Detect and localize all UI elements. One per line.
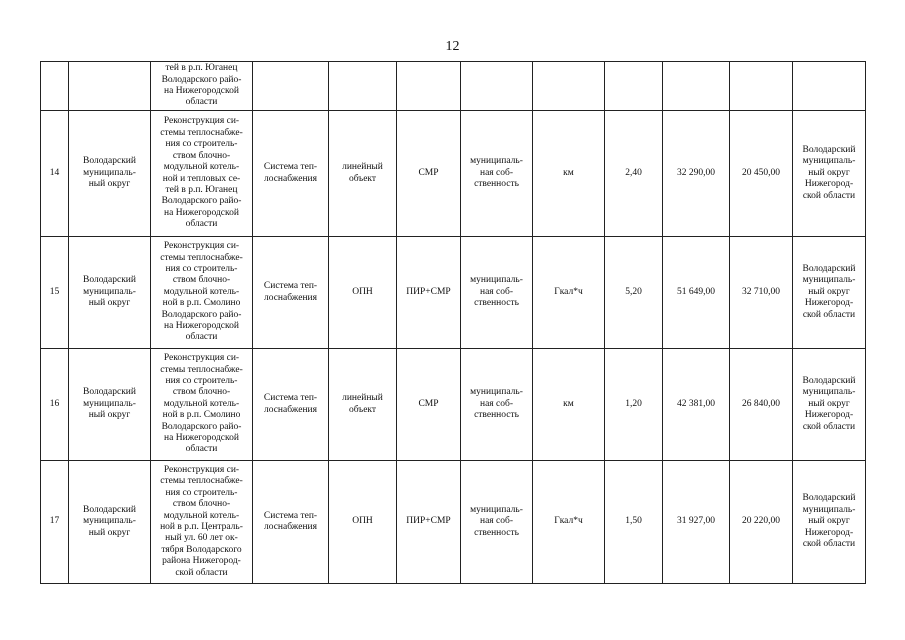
object-type-cell: линейный объект [329, 111, 397, 237]
system-cell: Система теп- лоснабжения [253, 349, 329, 461]
table-row [41, 62, 866, 111]
customer-cell: Володарский муниципаль- ный округ Нижегород- ской области [793, 237, 866, 349]
ownership-cell: муниципаль- ная соб- ственность [461, 111, 533, 237]
row-number-cell: 15 [41, 237, 69, 349]
project-name-cell: тей в р.п. Юганец Володарского райо- на Нижегородской области [151, 62, 253, 111]
row-number-cell: 17 [41, 461, 69, 584]
work-type-cell: ПИР+СМР [397, 461, 461, 584]
work-type-cell: СМР [397, 349, 461, 461]
limit-cell: 20 450,00 [730, 111, 793, 237]
system-cell: Система теп- лоснабжения [253, 461, 329, 584]
ownership-cell: муниципаль- ная соб- ственность [461, 349, 533, 461]
object-type-cell: ОПН [329, 461, 397, 584]
row-number-cell: 14 [41, 111, 69, 237]
object-type-cell: линейный объект [329, 349, 397, 461]
project-name-cell: Реконструкция си- стемы теплоснабже- ния со строитель- ством блочно- модульной котель- ной в р.п. Смолино Володарского райо- на Нижегородской области [151, 237, 253, 349]
municipality-cell: Володарский муниципаль- ный округ [69, 349, 151, 461]
row-number-cell [41, 62, 69, 111]
ownership-cell: муниципаль- ная соб- ственность [461, 461, 533, 584]
system-cell: Система теп- лоснабжения [253, 111, 329, 237]
work-type-cell [397, 62, 461, 111]
ownership-cell [461, 62, 533, 111]
cost-cell: 51 649,00 [663, 237, 730, 349]
customer-cell: Володарский муниципаль- ный округ Нижегород- ской области [793, 461, 866, 584]
table-row [41, 349, 866, 461]
capacity-cell: 5,20 [605, 237, 663, 349]
table-row [41, 461, 866, 584]
cost-cell: 32 290,00 [663, 111, 730, 237]
municipality-cell: Володарский муниципаль- ный округ [69, 111, 151, 237]
capacity-cell: 1,50 [605, 461, 663, 584]
limit-cell: 20 220,00 [730, 461, 793, 584]
cost-cell: 31 927,00 [663, 461, 730, 584]
limit-cell [730, 62, 793, 111]
unit-cell: Гкал*ч [533, 461, 605, 584]
object-type-cell [329, 62, 397, 111]
unit-cell: Гкал*ч [533, 237, 605, 349]
table-row [41, 111, 866, 237]
project-name-cell: Реконструкция си- стемы теплоснабже- ния со строитель- ством блочно- модульной котель- ной в р.п. Централь- ный ул. 60 лет ок- тября Володарского района Нижегород- ской области [151, 461, 253, 584]
work-type-cell: СМР [397, 111, 461, 237]
project-name-cell: Реконструкция си- стемы теплоснабже- ния со строитель- ством блочно- модульной котель- ной и тепловых се- тей в р.п. Юганец Володарского райо- на Нижегородской области [151, 111, 253, 237]
municipality-cell: Володарский муниципаль- ный округ [69, 237, 151, 349]
row-number-cell: 16 [41, 349, 69, 461]
unit-cell [533, 62, 605, 111]
limit-cell: 32 710,00 [730, 237, 793, 349]
customer-cell: Володарский муниципаль- ный округ Нижегород- ской области [793, 349, 866, 461]
unit-cell: км [533, 111, 605, 237]
capacity-cell: 2,40 [605, 111, 663, 237]
municipality-cell [69, 62, 151, 111]
municipality-cell: Володарский муниципаль- ный округ [69, 461, 151, 584]
system-cell: Система теп- лоснабжения [253, 237, 329, 349]
investment-table [40, 61, 866, 584]
customer-cell [793, 62, 866, 111]
object-type-cell: ОПН [329, 237, 397, 349]
work-type-cell: ПИР+СМР [397, 237, 461, 349]
limit-cell: 26 840,00 [730, 349, 793, 461]
cost-cell: 42 381,00 [663, 349, 730, 461]
capacity-cell [605, 62, 663, 111]
cost-cell [663, 62, 730, 111]
project-name-cell: Реконструкция си- стемы теплоснабже- ния со строитель- ством блочно- модульной котель- ной в р.п. Смолино Володарского райо- на Нижегородской области [151, 349, 253, 461]
table-row [41, 237, 866, 349]
ownership-cell: муниципаль- ная соб- ственность [461, 237, 533, 349]
customer-cell: Володарский муниципаль- ный округ Нижегород- ской области [793, 111, 866, 237]
page-number: 12 [445, 39, 460, 54]
system-cell [253, 62, 329, 111]
unit-cell: км [533, 349, 605, 461]
capacity-cell: 1,20 [605, 349, 663, 461]
